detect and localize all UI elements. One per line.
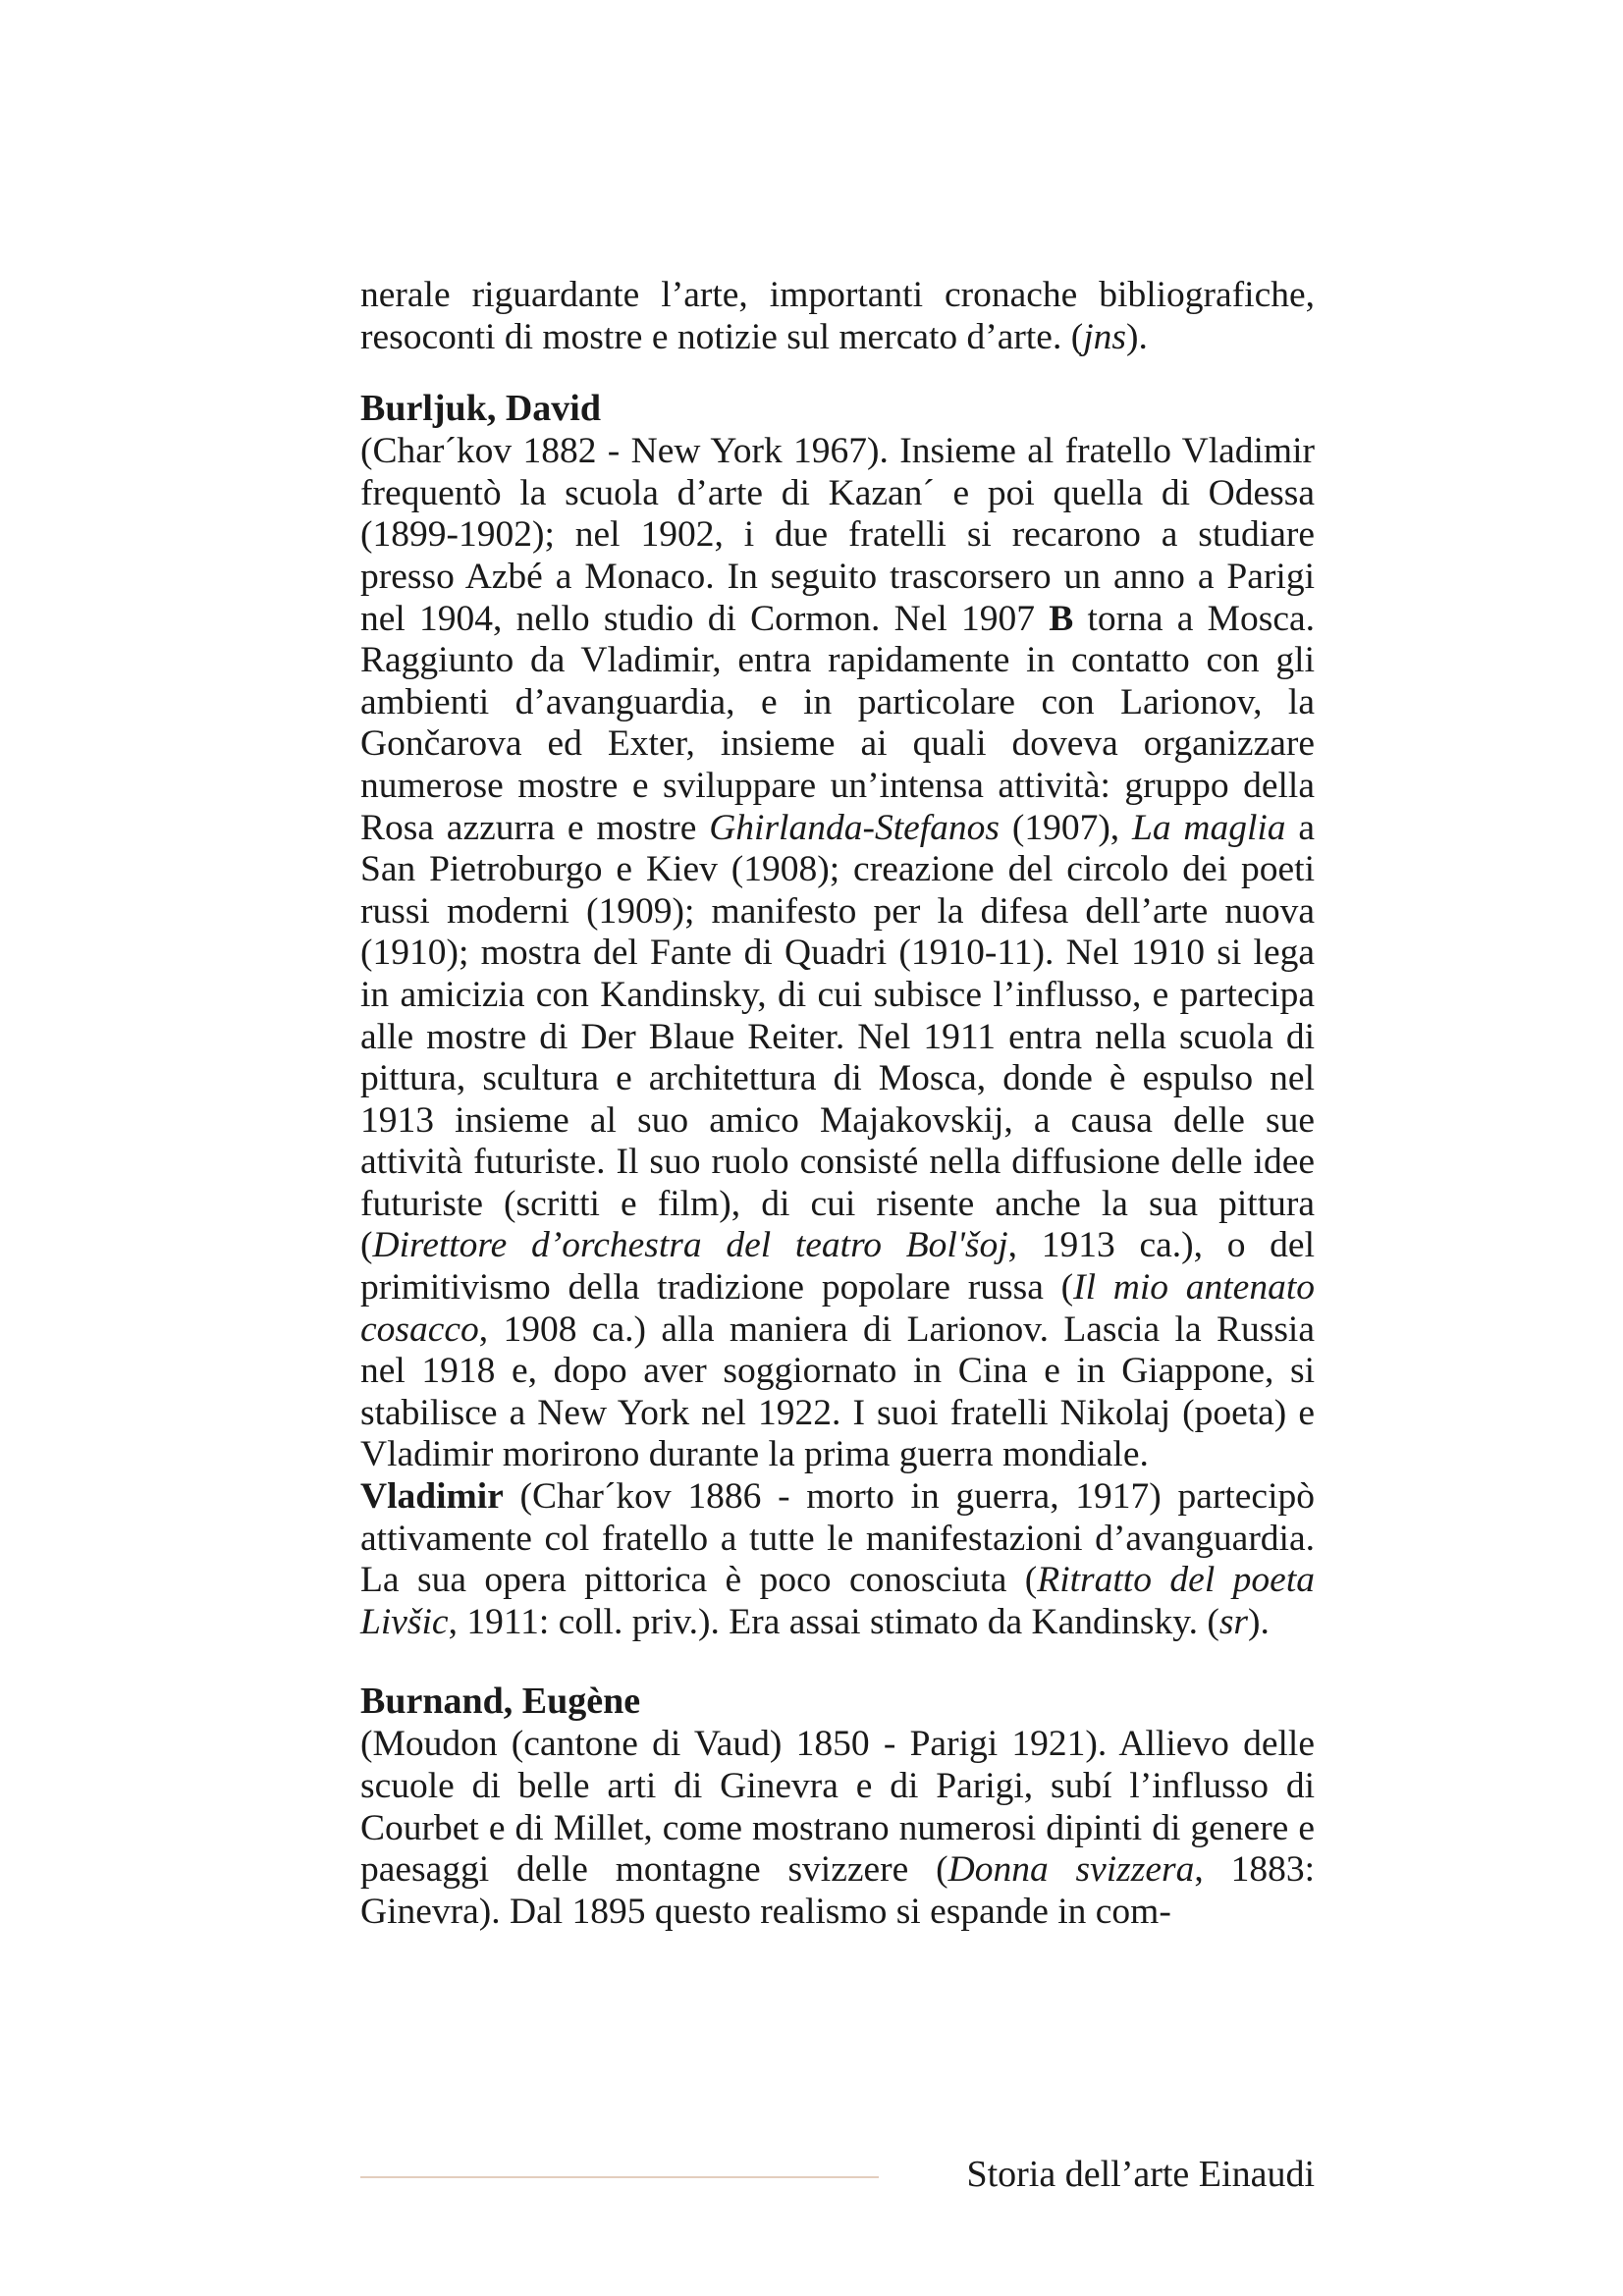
intro-end: ). xyxy=(1125,316,1148,357)
body-text: , 1883: Ginevra). Dal 1895 questo realismo si espande in com- xyxy=(360,1849,1315,1932)
body-text: ). xyxy=(1248,1601,1270,1642)
body-text: (Char´kov 1886 - morto in guerra, 1917) partecipò attivamente col fratello a tutte le manifestazioni d’avanguardia. La sua opera pittorica è poco conosciuta ( xyxy=(360,1476,1315,1601)
entry-heading-burnand: Burnand, Eugène xyxy=(360,1681,641,1723)
intro-text: nerale riguardante l’arte, importanti cronache bibliografiche, resoconti di mostre e notizie sul mercato d’arte. ( xyxy=(360,275,1315,357)
work-title: Donna svizzera xyxy=(947,1849,1195,1891)
body-text: , 1911: coll. priv.). Era assai stimato da Kandinsky. ( xyxy=(448,1601,1219,1642)
body-text: a San Pietroburgo e Kiev (1908); creazione del circolo dei poeti russi moderni (1909); manifesto per la difesa dell’arte nuova (1910); mostra del Fante di Quadri (1910-11). Nel 1910 si lega in amicizia con Kandinsky, di cui subisce l’influsso, e partecipa alle mostre di Der Blaue Reiter. Nel 1911 entra nella scuola di pittura, scultura e architettura di Mosca, donde è espulso nel 1913 insieme al suo amico Majakovskij, a causa delle sue attività futuriste. Il suo ruolo consisté nella diffusione delle idee futuriste (scritti e film), di cui risente anche la sua pittura ( xyxy=(360,807,1316,1266)
work-title: Ghirlanda-Stefanos xyxy=(709,807,1001,848)
work-title: Ritratto del poeta Livšic xyxy=(360,1560,1315,1642)
body-text: , 1913 ca.), o del primitivismo della tradizione popolare russa ( xyxy=(360,1225,1315,1308)
body-text: (1907), xyxy=(1000,807,1132,848)
entry-abbreviation: B xyxy=(1049,598,1074,639)
sub-entry-name: Vladimir xyxy=(360,1476,504,1518)
work-title: Il mio antenato cosacco xyxy=(360,1267,1315,1350)
author-signature: sr xyxy=(1218,1601,1249,1642)
work-title: Direttore d’orchestra del teatro Bol'šoj xyxy=(372,1225,1008,1266)
intro-paragraph xyxy=(360,275,1315,358)
body-text: (Char´kov 1882 - New York 1967). Insieme al fratello Vladimir frequentò la scuola d’arte di Kazan´ e poi quella di Odessa (1899-1902); nel 1902, i due fratelli si recarono a studiare presso Azbé a Monaco. In seguito trascorsero un anno a Parigi nel 1904, nello studio di Cormon. Nel 1907 xyxy=(360,431,1315,639)
entry-body-burljuk xyxy=(360,431,1315,1476)
work-title: La maglia xyxy=(1131,807,1286,848)
body-text: (Moudon (cantone di Vaud) 1850 - Parigi 1921). Allievo delle scuole di belle arti di Ginevra e di Parigi, subí l’influsso di Courbet e di Millet, come mostrano numerosi dipinti di genere e paesaggi delle montagne svizzere ( xyxy=(360,1724,1315,1891)
author-signature: jns xyxy=(1083,316,1126,357)
body-text: torna a Mosca. Raggiunto da Vladimir, entra rapidamente in contatto con gli ambienti d’avanguardia, e in particolare con Larionov, la Gončarova ed Exter, insieme ai quali doveva organizzare numerose mostre e sviluppare un’intensa attività: gruppo della Rosa azzurra e mostre xyxy=(360,598,1316,848)
entry-body-burnand xyxy=(360,1724,1315,1933)
body-text: , 1908 ca.) alla maniera di Larionov. Lascia la Russia nel 1918 e, dopo aver soggiornato in Cina e in Giappone, si stabilisce a New York nel 1922. I suoi fratelli Nikolaj (poeta) e Vladimir morirono durante la prima guerra mondiale. xyxy=(360,1308,1315,1475)
entry-heading-burljuk: Burljuk, David xyxy=(360,388,601,430)
page-text xyxy=(360,275,1315,1933)
entry-subparagraph-vladimir xyxy=(360,1476,1315,1643)
footer-book-title: Storia dell’arte Einaudi xyxy=(966,2154,1315,2195)
footer-divider xyxy=(360,2176,879,2178)
